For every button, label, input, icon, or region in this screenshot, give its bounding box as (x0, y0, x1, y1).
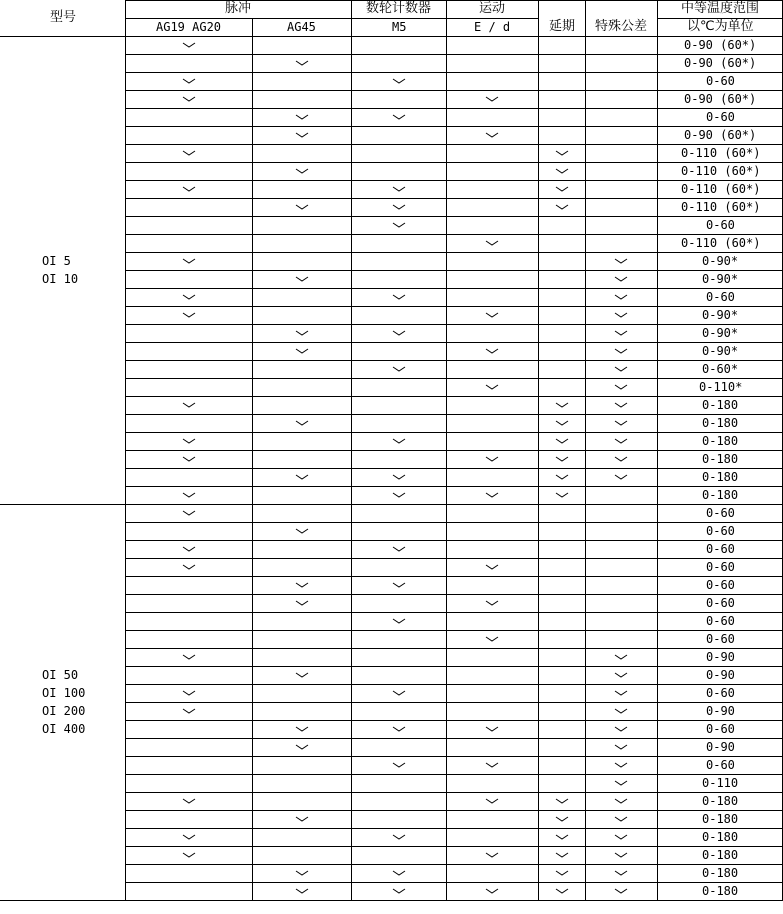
check-mark-icon (614, 330, 628, 336)
check-mark-icon (614, 294, 628, 300)
check-mark-icon (555, 798, 569, 804)
temperature-range: 0-90 (60*) (684, 38, 757, 52)
check-mark-icon (182, 852, 196, 858)
check-mark-icon (182, 456, 196, 462)
check-mark-icon (392, 78, 406, 84)
check-mark-icon (614, 762, 628, 768)
grid-hline (657, 18, 783, 19)
grid-hline (125, 594, 783, 595)
grid-vline (538, 0, 539, 901)
check-mark-icon (485, 888, 499, 894)
check-mark-icon (182, 96, 196, 102)
temperature-range: 0-60 (706, 560, 735, 574)
check-mark-icon (485, 564, 499, 570)
grid-hline (125, 522, 783, 523)
temperature-range: 0-60* (702, 362, 739, 376)
temperature-range: 0-180 (702, 452, 739, 466)
check-mark-icon (295, 276, 309, 282)
check-mark-icon (392, 690, 406, 696)
temperature-range: 0-110 (60*) (681, 164, 761, 178)
temperature-range: 0-60 (706, 614, 735, 628)
grid-hline (125, 126, 783, 127)
check-mark-icon (295, 816, 309, 822)
check-mark-icon (555, 420, 569, 426)
grid-hline (125, 486, 783, 487)
check-mark-icon (614, 744, 628, 750)
grid-hline (125, 306, 783, 307)
check-mark-icon (392, 330, 406, 336)
check-mark-icon (295, 870, 309, 876)
check-mark-icon (485, 312, 499, 318)
temperature-range: 0-110 (60*) (681, 146, 761, 160)
check-mark-icon (392, 888, 406, 894)
temperature-range: 0-180 (702, 416, 739, 430)
grid-hline (0, 900, 783, 901)
check-mark-icon (555, 186, 569, 192)
grid-vline (351, 0, 352, 901)
check-mark-icon (182, 834, 196, 840)
check-mark-icon (182, 690, 196, 696)
temperature-range: 0-60 (706, 506, 735, 520)
check-mark-icon (485, 600, 499, 606)
temperature-range: 0-180 (702, 866, 739, 880)
check-mark-icon (614, 438, 628, 444)
temperature-range: 0-90 (706, 740, 735, 754)
grid-vline (446, 0, 447, 901)
temperature-range: 0-90* (702, 326, 739, 340)
check-mark-icon (182, 654, 196, 660)
temperature-range: 0-90* (702, 308, 739, 322)
check-mark-icon (392, 726, 406, 732)
grid-hline (125, 198, 783, 199)
check-mark-icon (295, 582, 309, 588)
check-mark-icon (182, 492, 196, 498)
check-mark-icon (614, 420, 628, 426)
temperature-range: 0-90* (702, 344, 739, 358)
check-mark-icon (614, 726, 628, 732)
check-mark-icon (485, 492, 499, 498)
temperature-range: 0-60 (706, 686, 735, 700)
grid-hline (125, 108, 783, 109)
grid-hline (125, 360, 783, 361)
grid-hline (125, 0, 783, 1)
check-mark-icon (614, 708, 628, 714)
check-mark-icon (295, 726, 309, 732)
temperature-range: 0-60 (706, 722, 735, 736)
check-mark-icon (614, 852, 628, 858)
temperature-range: 0-110 (60*) (681, 236, 761, 250)
check-mark-icon (485, 636, 499, 642)
check-mark-icon (555, 870, 569, 876)
check-mark-icon (485, 798, 499, 804)
check-mark-icon (392, 204, 406, 210)
check-mark-icon (555, 816, 569, 822)
grid-hline (125, 468, 783, 469)
check-mark-icon (182, 78, 196, 84)
check-mark-icon (614, 258, 628, 264)
grid-hline (125, 18, 538, 19)
check-mark-icon (614, 834, 628, 840)
temperature-range: 0-180 (702, 470, 739, 484)
temperature-range: 0-180 (702, 884, 739, 898)
check-mark-icon (182, 294, 196, 300)
temperature-range: 0-90* (702, 272, 739, 286)
check-mark-icon (392, 114, 406, 120)
column-header-model: 型号 (50, 10, 77, 25)
model-label: OI 50 (42, 668, 79, 682)
check-mark-icon (485, 132, 499, 138)
temperature-range: 0-60 (706, 758, 735, 772)
temperature-range: 0-90 (60*) (684, 128, 757, 142)
column-header-temp-unit: 以℃为单位 (687, 19, 754, 34)
check-mark-icon (295, 672, 309, 678)
model-label: OI 10 (42, 272, 79, 286)
temperature-range: 0-180 (702, 434, 739, 448)
temperature-range: 0-110 (60*) (681, 200, 761, 214)
grid-hline (125, 720, 783, 721)
check-mark-icon (392, 366, 406, 372)
grid-hline (125, 882, 783, 883)
check-mark-icon (614, 672, 628, 678)
grid-hline (125, 756, 783, 757)
check-mark-icon (555, 456, 569, 462)
grid-hline (125, 558, 783, 559)
grid-hline (125, 540, 783, 541)
grid-hline (125, 828, 783, 829)
grid-vline (657, 0, 658, 901)
check-mark-icon (614, 474, 628, 480)
column-header-pulse: 脉冲 (225, 1, 252, 16)
column-header-ed: E / d (474, 20, 511, 34)
grid-hline (125, 270, 783, 271)
column-header-special: 特殊公差 (595, 19, 648, 34)
check-mark-icon (555, 888, 569, 894)
check-mark-icon (555, 834, 569, 840)
column-header-ag45: AG45 (287, 20, 316, 34)
check-mark-icon (614, 456, 628, 462)
check-mark-icon (555, 492, 569, 498)
check-mark-icon (614, 402, 628, 408)
grid-hline (125, 252, 783, 253)
check-mark-icon (392, 582, 406, 588)
grid-hline (125, 144, 783, 145)
check-mark-icon (295, 348, 309, 354)
check-mark-icon (485, 726, 499, 732)
check-mark-icon (614, 312, 628, 318)
check-mark-icon (182, 150, 196, 156)
grid-hline (125, 288, 783, 289)
grid-hline (125, 612, 783, 613)
temperature-range: 0-90 (706, 668, 735, 682)
grid-vline (585, 0, 586, 901)
grid-hline (125, 450, 783, 451)
grid-hline (125, 432, 783, 433)
check-mark-icon (182, 546, 196, 552)
check-mark-icon (555, 204, 569, 210)
check-mark-icon (555, 852, 569, 858)
check-mark-icon (485, 348, 499, 354)
check-mark-icon (392, 870, 406, 876)
grid-hline (125, 342, 783, 343)
column-header-delay: 延期 (549, 19, 576, 34)
check-mark-icon (295, 600, 309, 606)
grid-vline (252, 18, 253, 901)
check-mark-icon (295, 744, 309, 750)
temperature-range: 0-60 (706, 110, 735, 124)
check-mark-icon (182, 708, 196, 714)
temperature-range: 0-110* (699, 380, 743, 394)
model-label: OI 5 (42, 254, 71, 268)
temperature-range: 0-90 (706, 704, 735, 718)
check-mark-icon (614, 384, 628, 390)
grid-hline (125, 666, 783, 667)
check-mark-icon (485, 240, 499, 246)
model-label: OI 200 (42, 704, 86, 718)
column-header-motion: 运动 (479, 1, 506, 16)
check-mark-icon (392, 762, 406, 768)
grid-hline (125, 846, 783, 847)
check-mark-icon (182, 312, 196, 318)
temperature-range: 0-110 (60*) (681, 182, 761, 196)
check-mark-icon (295, 888, 309, 894)
check-mark-icon (295, 528, 309, 534)
temperature-range: 0-60 (706, 74, 735, 88)
temperature-range: 0-90* (702, 254, 739, 268)
grid-hline (125, 234, 783, 235)
check-mark-icon (485, 762, 499, 768)
grid-hline (125, 54, 783, 55)
grid-hline (125, 702, 783, 703)
temperature-range: 0-180 (702, 830, 739, 844)
temperature-range: 0-60 (706, 542, 735, 556)
grid-hline (125, 576, 783, 577)
check-mark-icon (295, 132, 309, 138)
check-mark-icon (485, 852, 499, 858)
temperature-range: 0-90 (706, 650, 735, 664)
check-mark-icon (485, 384, 499, 390)
check-mark-icon (392, 618, 406, 624)
check-mark-icon (485, 456, 499, 462)
check-mark-icon (392, 834, 406, 840)
check-mark-icon (614, 348, 628, 354)
column-header-ag19-ag20: AG19 AG20 (156, 20, 222, 34)
check-mark-icon (182, 402, 196, 408)
temperature-range: 0-60 (706, 578, 735, 592)
check-mark-icon (555, 474, 569, 480)
temperature-range: 0-60 (706, 596, 735, 610)
grid-hline (125, 216, 783, 217)
temperature-range: 0-180 (702, 488, 739, 502)
grid-hline (125, 396, 783, 397)
temperature-range: 0-180 (702, 398, 739, 412)
check-mark-icon (182, 258, 196, 264)
temperature-range: 0-180 (702, 794, 739, 808)
check-mark-icon (392, 438, 406, 444)
check-mark-icon (392, 222, 406, 228)
grid-hline (125, 648, 783, 649)
column-header-temp: 中等温度范围 (681, 1, 760, 16)
check-mark-icon (295, 474, 309, 480)
grid-hline (125, 630, 783, 631)
temperature-range: 0-60 (706, 218, 735, 232)
check-mark-icon (614, 798, 628, 804)
grid-hline (125, 792, 783, 793)
check-mark-icon (555, 150, 569, 156)
check-mark-icon (182, 564, 196, 570)
check-mark-icon (555, 402, 569, 408)
grid-hline (125, 324, 783, 325)
check-mark-icon (392, 492, 406, 498)
grid-hline (125, 72, 783, 73)
model-label: OI 400 (42, 722, 86, 736)
grid-hline (125, 414, 783, 415)
check-mark-icon (392, 294, 406, 300)
check-mark-icon (555, 438, 569, 444)
grid-vline (125, 0, 126, 901)
check-mark-icon (614, 780, 628, 786)
grid-hline (125, 864, 783, 865)
grid-hline (125, 774, 783, 775)
check-mark-icon (182, 510, 196, 516)
grid-hline (0, 504, 783, 505)
temperature-range: 0-60 (706, 524, 735, 538)
grid-hline (125, 90, 783, 91)
check-mark-icon (295, 420, 309, 426)
check-mark-icon (614, 816, 628, 822)
check-mark-icon (182, 186, 196, 192)
check-mark-icon (614, 870, 628, 876)
check-mark-icon (295, 114, 309, 120)
check-mark-icon (392, 186, 406, 192)
check-mark-icon (295, 330, 309, 336)
column-header-m5: M5 (392, 20, 407, 34)
grid-hline (125, 684, 783, 685)
grid-hline (125, 162, 783, 163)
temperature-range: 0-180 (702, 812, 739, 826)
grid-hline (125, 180, 783, 181)
check-mark-icon (614, 276, 628, 282)
check-mark-icon (485, 96, 499, 102)
check-mark-icon (555, 168, 569, 174)
column-header-counter: 数轮计数器 (366, 1, 432, 16)
check-mark-icon (295, 204, 309, 210)
check-mark-icon (614, 654, 628, 660)
temperature-range: 0-60 (706, 632, 735, 646)
check-mark-icon (614, 690, 628, 696)
grid-hline (125, 378, 783, 379)
check-mark-icon (182, 798, 196, 804)
grid-hline (125, 810, 783, 811)
check-mark-icon (182, 42, 196, 48)
check-mark-icon (182, 438, 196, 444)
grid-hline (0, 36, 783, 37)
temperature-range: 0-90 (60*) (684, 56, 757, 70)
check-mark-icon (295, 168, 309, 174)
temperature-range: 0-110 (702, 776, 739, 790)
temperature-range: 0-60 (706, 290, 735, 304)
model-label: OI 100 (42, 686, 86, 700)
check-mark-icon (614, 366, 628, 372)
temperature-range: 0-180 (702, 848, 739, 862)
check-mark-icon (614, 888, 628, 894)
check-mark-icon (392, 474, 406, 480)
temperature-range: 0-90 (60*) (684, 92, 757, 106)
check-mark-icon (392, 546, 406, 552)
grid-hline (125, 738, 783, 739)
check-mark-icon (295, 60, 309, 66)
